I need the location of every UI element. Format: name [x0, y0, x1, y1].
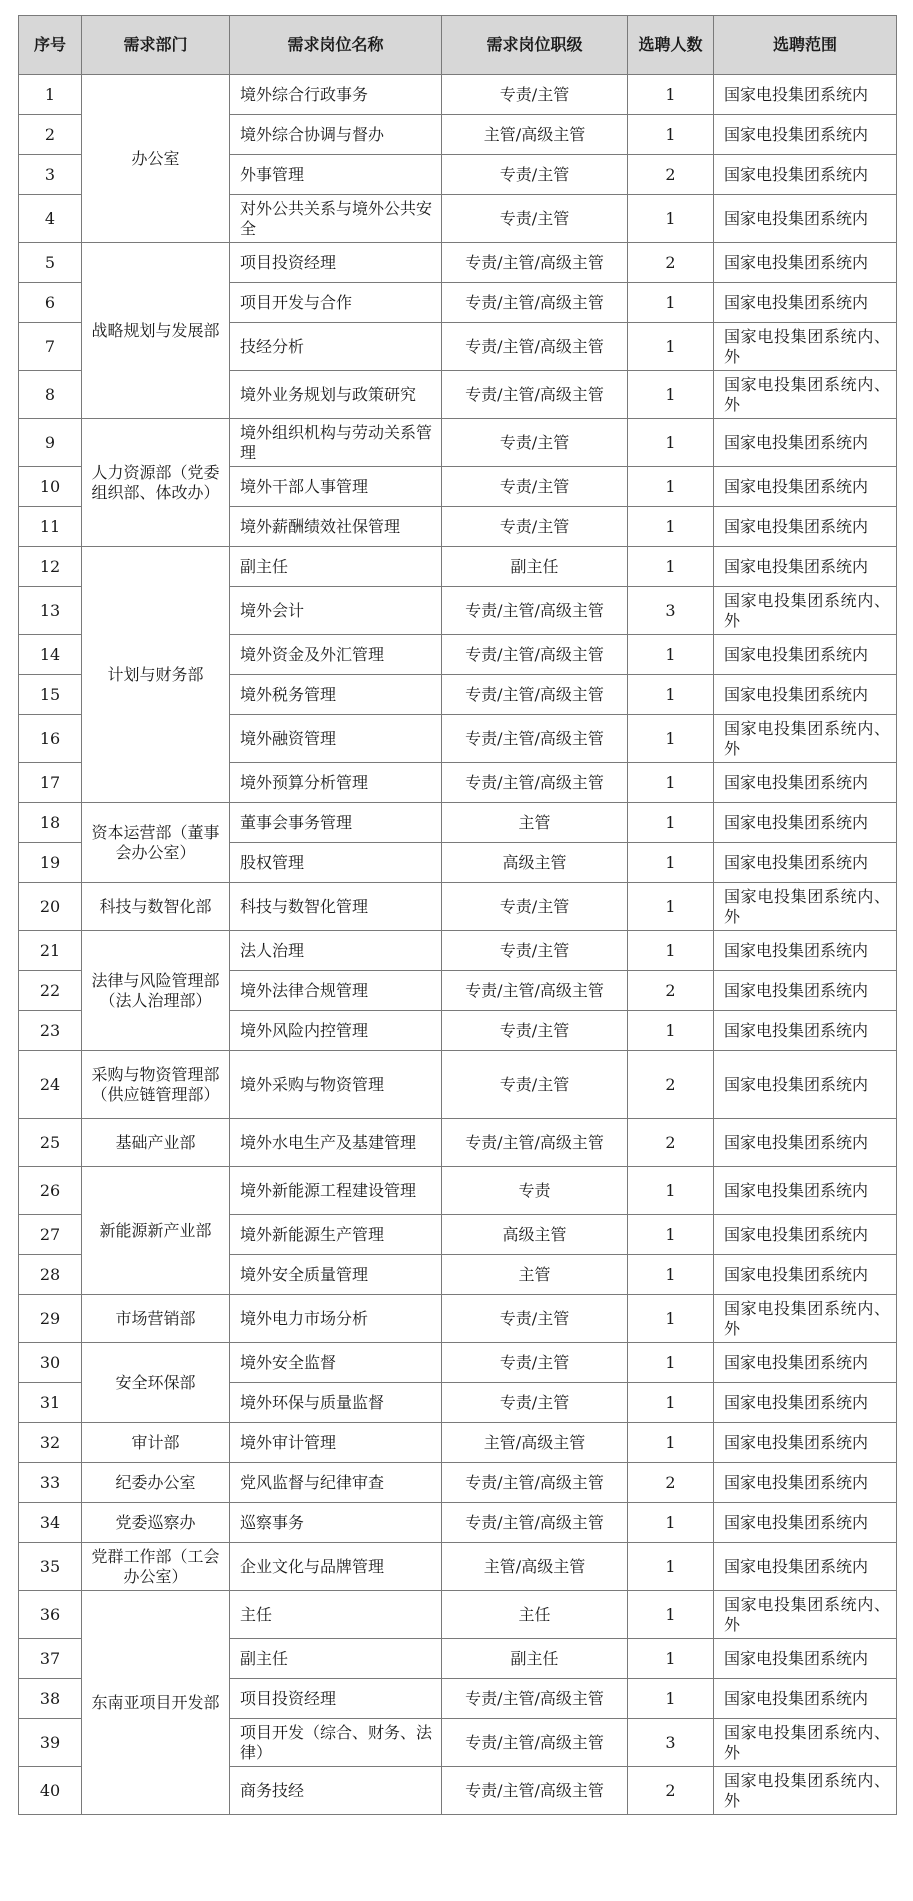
recruit-scope: 国家电投集团系统内: [714, 1383, 897, 1423]
header-post: 需求岗位名称: [230, 16, 442, 75]
headcount: 3: [628, 587, 714, 635]
department-cell: 人力资源部（党委组织部、体改办）: [82, 419, 230, 547]
row-number: 17: [19, 763, 82, 803]
post-level: 高级主管: [442, 843, 628, 883]
post-name: 项目开发与合作: [230, 283, 442, 323]
headcount: 2: [628, 971, 714, 1011]
headcount: 1: [628, 715, 714, 763]
row-number: 7: [19, 323, 82, 371]
recruit-scope: 国家电投集团系统内: [714, 1011, 897, 1051]
header-count: 选聘人数: [628, 16, 714, 75]
department-cell: 基础产业部: [82, 1119, 230, 1167]
recruit-scope: 国家电投集团系统内: [714, 1503, 897, 1543]
recruit-scope: 国家电投集团系统内: [714, 1423, 897, 1463]
recruit-scope: 国家电投集团系统内: [714, 803, 897, 843]
headcount: 1: [628, 635, 714, 675]
post-name: 境外采购与物资管理: [230, 1051, 442, 1119]
recruit-scope: 国家电投集团系统内: [714, 843, 897, 883]
recruit-scope: 国家电投集团系统内: [714, 75, 897, 115]
post-name: 境外安全质量管理: [230, 1255, 442, 1295]
post-name: 境外新能源工程建设管理: [230, 1167, 442, 1215]
post-level: 专责/主管/高级主管: [442, 763, 628, 803]
row-number: 11: [19, 507, 82, 547]
headcount: 1: [628, 507, 714, 547]
recruit-scope: 国家电投集团系统内: [714, 1343, 897, 1383]
headcount: 1: [628, 371, 714, 419]
post-name: 副主任: [230, 547, 442, 587]
table-row: [19, 1503, 897, 1543]
post-name: 项目投资经理: [230, 1679, 442, 1719]
table-row: [19, 883, 897, 931]
department-cell: 法律与风险管理部（法人治理部）: [82, 931, 230, 1051]
post-name: 技经分析: [230, 323, 442, 371]
recruit-scope: 国家电投集团系统内: [714, 1463, 897, 1503]
department-cell: 安全环保部: [82, 1343, 230, 1423]
post-name: 境外环保与质量监督: [230, 1383, 442, 1423]
department-cell: 办公室: [82, 75, 230, 243]
post-name: 境外水电生产及基建管理: [230, 1119, 442, 1167]
headcount: 1: [628, 1423, 714, 1463]
headcount: 1: [628, 283, 714, 323]
department-cell: 审计部: [82, 1423, 230, 1463]
post-level: 主管/高级主管: [442, 1543, 628, 1591]
headcount: 1: [628, 1591, 714, 1639]
table-row: [19, 75, 897, 115]
recruit-scope: 国家电投集团系统内: [714, 467, 897, 507]
headcount: 1: [628, 1503, 714, 1543]
post-level: 专责/主管: [442, 1051, 628, 1119]
post-name: 境外干部人事管理: [230, 467, 442, 507]
post-level: 专责/主管/高级主管: [442, 675, 628, 715]
recruit-scope: 国家电投集团系统内: [714, 155, 897, 195]
recruit-scope: 国家电投集团系统内: [714, 1679, 897, 1719]
recruit-scope: 国家电投集团系统内: [714, 1051, 897, 1119]
department-cell: 资本运营部（董事会办公室）: [82, 803, 230, 883]
post-name: 境外预算分析管理: [230, 763, 442, 803]
department-cell: 党群工作部（工会办公室）: [82, 1543, 230, 1591]
post-level: 专责/主管: [442, 931, 628, 971]
row-number: 15: [19, 675, 82, 715]
table-row: [19, 1591, 897, 1639]
post-name: 党风监督与纪律审查: [230, 1463, 442, 1503]
row-number: 22: [19, 971, 82, 1011]
headcount: 1: [628, 1167, 714, 1215]
recruit-scope: 国家电投集团系统内: [714, 763, 897, 803]
post-level: 专责/主管/高级主管: [442, 1679, 628, 1719]
row-number: 18: [19, 803, 82, 843]
recruit-scope: 国家电投集团系统内、外: [714, 1767, 897, 1815]
post-name: 境外审计管理: [230, 1423, 442, 1463]
row-number: 33: [19, 1463, 82, 1503]
table-row: [19, 1463, 897, 1503]
headcount: 2: [628, 1119, 714, 1167]
post-level: 主管/高级主管: [442, 115, 628, 155]
row-number: 30: [19, 1343, 82, 1383]
post-name: 境外资金及外汇管理: [230, 635, 442, 675]
post-level: 专责/主管: [442, 1011, 628, 1051]
post-name: 境外组织机构与劳动关系管理: [230, 419, 442, 467]
row-number: 21: [19, 931, 82, 971]
post-name: 境外业务规划与政策研究: [230, 371, 442, 419]
post-name: 副主任: [230, 1639, 442, 1679]
table-row: [19, 1167, 897, 1215]
row-number: 4: [19, 195, 82, 243]
recruit-scope: 国家电投集团系统内: [714, 675, 897, 715]
recruit-scope: 国家电投集团系统内: [714, 507, 897, 547]
post-level: 专责: [442, 1167, 628, 1215]
row-number: 19: [19, 843, 82, 883]
post-level: 专责/主管/高级主管: [442, 1719, 628, 1767]
post-name: 项目投资经理: [230, 243, 442, 283]
table-row: [19, 547, 897, 587]
headcount: 1: [628, 419, 714, 467]
table-row: [19, 931, 897, 971]
post-name: 境外会计: [230, 587, 442, 635]
recruit-scope: 国家电投集团系统内、外: [714, 883, 897, 931]
headcount: 2: [628, 1051, 714, 1119]
department-cell: 东南亚项目开发部: [82, 1591, 230, 1815]
recruit-scope: 国家电投集团系统内、外: [714, 323, 897, 371]
headcount: 1: [628, 803, 714, 843]
post-level: 副主任: [442, 1639, 628, 1679]
row-number: 39: [19, 1719, 82, 1767]
row-number: 2: [19, 115, 82, 155]
row-number: 29: [19, 1295, 82, 1343]
post-level: 专责/主管/高级主管: [442, 283, 628, 323]
post-name: 对外公共关系与境外公共安全: [230, 195, 442, 243]
recruit-scope: 国家电投集团系统内、外: [714, 371, 897, 419]
recruit-scope: 国家电投集团系统内: [714, 547, 897, 587]
post-level: 专责/主管: [442, 1295, 628, 1343]
table-row: [19, 1423, 897, 1463]
recruit-scope: 国家电投集团系统内: [714, 1167, 897, 1215]
table-row: [19, 803, 897, 843]
headcount: 1: [628, 1255, 714, 1295]
post-name: 境外薪酬绩效社保管理: [230, 507, 442, 547]
recruit-scope: 国家电投集团系统内: [714, 1639, 897, 1679]
row-number: 10: [19, 467, 82, 507]
department-cell: 党委巡察办: [82, 1503, 230, 1543]
headcount: 1: [628, 195, 714, 243]
headcount: 1: [628, 547, 714, 587]
post-level: 主管/高级主管: [442, 1423, 628, 1463]
headcount: 2: [628, 1767, 714, 1815]
department-cell: 战略规划与发展部: [82, 243, 230, 419]
headcount: 1: [628, 1543, 714, 1591]
post-level: 主管: [442, 803, 628, 843]
row-number: 9: [19, 419, 82, 467]
row-number: 1: [19, 75, 82, 115]
row-number: 20: [19, 883, 82, 931]
post-level: 专责/主管/高级主管: [442, 1503, 628, 1543]
department-cell: 采购与物资管理部（供应链管理部）: [82, 1051, 230, 1119]
department-cell: 市场营销部: [82, 1295, 230, 1343]
post-level: 专责/主管/高级主管: [442, 1119, 628, 1167]
post-level: 专责/主管/高级主管: [442, 1767, 628, 1815]
table-header-row: [19, 16, 897, 75]
headcount: 1: [628, 1639, 714, 1679]
headcount: 2: [628, 243, 714, 283]
post-name: 企业文化与品牌管理: [230, 1543, 442, 1591]
post-level: 专责/主管: [442, 507, 628, 547]
recruit-scope: 国家电投集团系统内: [714, 635, 897, 675]
recruitment-table: [18, 15, 897, 1815]
post-level: 专责/主管: [442, 1343, 628, 1383]
recruit-scope: 国家电投集团系统内: [714, 1119, 897, 1167]
table-row: [19, 1295, 897, 1343]
post-level: 专责/主管/高级主管: [442, 323, 628, 371]
row-number: 24: [19, 1051, 82, 1119]
headcount: 1: [628, 1215, 714, 1255]
post-level: 主管: [442, 1255, 628, 1295]
post-level: 专责/主管/高级主管: [442, 587, 628, 635]
recruit-scope: 国家电投集团系统内、外: [714, 1591, 897, 1639]
recruit-scope: 国家电投集团系统内: [714, 419, 897, 467]
post-name: 商务技经: [230, 1767, 442, 1815]
post-name: 境外融资管理: [230, 715, 442, 763]
headcount: 1: [628, 1679, 714, 1719]
row-number: 3: [19, 155, 82, 195]
row-number: 36: [19, 1591, 82, 1639]
row-number: 16: [19, 715, 82, 763]
row-number: 5: [19, 243, 82, 283]
post-name: 境外综合协调与督办: [230, 115, 442, 155]
header-dept: 需求部门: [82, 16, 230, 75]
post-level: 主任: [442, 1591, 628, 1639]
post-level: 专责/主管/高级主管: [442, 971, 628, 1011]
department-cell: 纪委办公室: [82, 1463, 230, 1503]
table-row: [19, 1343, 897, 1383]
row-number: 6: [19, 283, 82, 323]
post-name: 境外电力市场分析: [230, 1295, 442, 1343]
post-level: 专责/主管: [442, 75, 628, 115]
headcount: 1: [628, 467, 714, 507]
row-number: 13: [19, 587, 82, 635]
post-name: 境外综合行政事务: [230, 75, 442, 115]
post-name: 法人治理: [230, 931, 442, 971]
post-level: 高级主管: [442, 1215, 628, 1255]
recruit-scope: 国家电投集团系统内: [714, 1215, 897, 1255]
recruit-scope: 国家电投集团系统内、外: [714, 1719, 897, 1767]
post-name: 股权管理: [230, 843, 442, 883]
table-row: [19, 1119, 897, 1167]
recruit-scope: 国家电投集团系统内: [714, 1543, 897, 1591]
recruit-scope: 国家电投集团系统内: [714, 971, 897, 1011]
table-row: [19, 419, 897, 467]
headcount: 1: [628, 931, 714, 971]
row-number: 26: [19, 1167, 82, 1215]
post-level: 专责/主管: [442, 467, 628, 507]
post-name: 巡察事务: [230, 1503, 442, 1543]
headcount: 1: [628, 843, 714, 883]
headcount: 1: [628, 1383, 714, 1423]
department-cell: 计划与财务部: [82, 547, 230, 803]
recruit-scope: 国家电投集团系统内、外: [714, 1295, 897, 1343]
post-level: 专责/主管/高级主管: [442, 1463, 628, 1503]
post-level: 专责/主管: [442, 195, 628, 243]
row-number: 37: [19, 1639, 82, 1679]
post-name: 境外风险内控管理: [230, 1011, 442, 1051]
headcount: 1: [628, 115, 714, 155]
post-level: 专责/主管/高级主管: [442, 635, 628, 675]
post-level: 专责/主管/高级主管: [442, 715, 628, 763]
row-number: 28: [19, 1255, 82, 1295]
row-number: 8: [19, 371, 82, 419]
headcount: 1: [628, 75, 714, 115]
row-number: 14: [19, 635, 82, 675]
row-number: 23: [19, 1011, 82, 1051]
post-level: 专责/主管/高级主管: [442, 243, 628, 283]
post-name: 外事管理: [230, 155, 442, 195]
post-name: 董事会事务管理: [230, 803, 442, 843]
department-cell: 新能源新产业部: [82, 1167, 230, 1295]
post-name: 主任: [230, 1591, 442, 1639]
row-number: 27: [19, 1215, 82, 1255]
recruit-scope: 国家电投集团系统内: [714, 243, 897, 283]
headcount: 1: [628, 1343, 714, 1383]
headcount: 1: [628, 1295, 714, 1343]
header-scope: 选聘范围: [714, 16, 897, 75]
table-row: [19, 243, 897, 283]
row-number: 38: [19, 1679, 82, 1719]
recruit-scope: 国家电投集团系统内、外: [714, 715, 897, 763]
post-level: 专责/主管: [442, 419, 628, 467]
headcount: 1: [628, 675, 714, 715]
headcount: 1: [628, 1011, 714, 1051]
headcount: 1: [628, 763, 714, 803]
post-level: 专责/主管/高级主管: [442, 371, 628, 419]
post-name: 境外法律合规管理: [230, 971, 442, 1011]
row-number: 12: [19, 547, 82, 587]
post-name: 科技与数智化管理: [230, 883, 442, 931]
post-name: 境外税务管理: [230, 675, 442, 715]
recruit-scope: 国家电投集团系统内: [714, 283, 897, 323]
row-number: 40: [19, 1767, 82, 1815]
row-number: 25: [19, 1119, 82, 1167]
department-cell: 科技与数智化部: [82, 883, 230, 931]
row-number: 32: [19, 1423, 82, 1463]
headcount: 1: [628, 883, 714, 931]
recruit-scope: 国家电投集团系统内: [714, 115, 897, 155]
post-name: 境外新能源生产管理: [230, 1215, 442, 1255]
row-number: 31: [19, 1383, 82, 1423]
post-level: 副主任: [442, 547, 628, 587]
recruit-scope: 国家电投集团系统内: [714, 195, 897, 243]
post-level: 专责/主管: [442, 155, 628, 195]
post-level: 专责/主管: [442, 883, 628, 931]
recruit-scope: 国家电投集团系统内、外: [714, 587, 897, 635]
table-row: [19, 1543, 897, 1591]
headcount: 2: [628, 155, 714, 195]
table-row: [19, 1051, 897, 1119]
header-seq: 序号: [19, 16, 82, 75]
row-number: 35: [19, 1543, 82, 1591]
row-number: 34: [19, 1503, 82, 1543]
post-name: 境外安全监督: [230, 1343, 442, 1383]
recruit-scope: 国家电投集团系统内: [714, 1255, 897, 1295]
recruit-scope: 国家电投集团系统内: [714, 931, 897, 971]
post-name: 项目开发（综合、财务、法律）: [230, 1719, 442, 1767]
header-level: 需求岗位职级: [442, 16, 628, 75]
headcount: 1: [628, 323, 714, 371]
headcount: 3: [628, 1719, 714, 1767]
post-level: 专责/主管: [442, 1383, 628, 1423]
headcount: 2: [628, 1463, 714, 1503]
